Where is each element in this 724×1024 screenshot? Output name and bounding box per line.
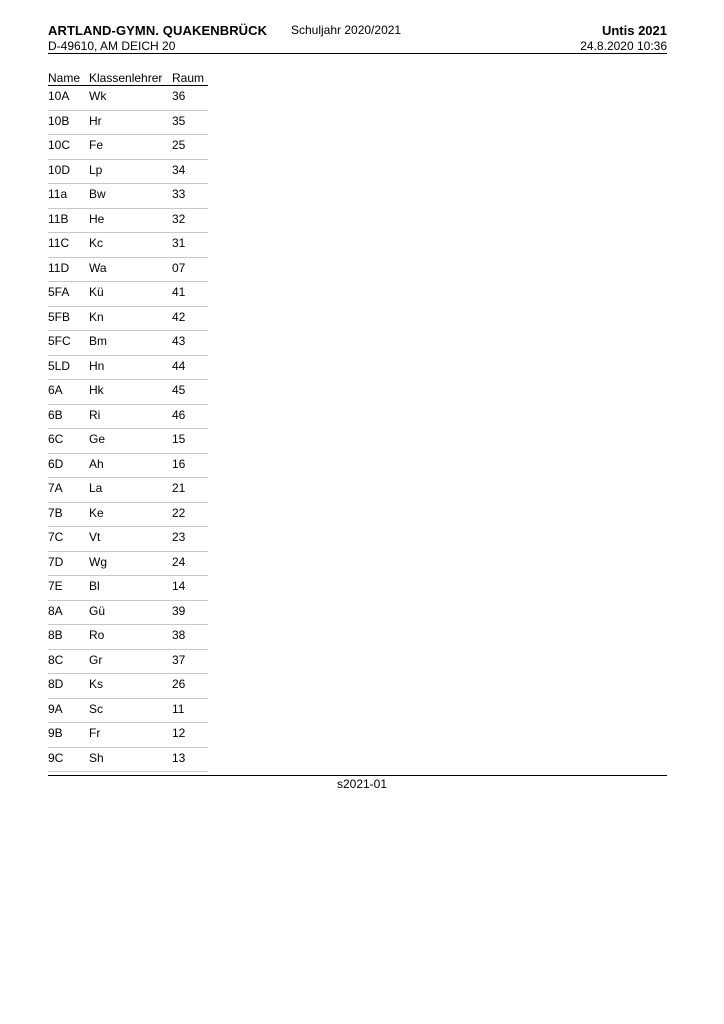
cell-class-teacher: Ri — [89, 404, 172, 429]
cell-class-name: 11a — [48, 184, 89, 209]
cell-room: 31 — [172, 233, 208, 258]
table-row — [48, 576, 208, 601]
cell-room: 34 — [172, 159, 208, 184]
cell-class-name: 9C — [48, 747, 89, 772]
cell-room: 36 — [172, 86, 208, 111]
cell-class-name: 8C — [48, 649, 89, 674]
cell-class-name: 8D — [48, 674, 89, 699]
cell-class-name: 7B — [48, 502, 89, 527]
cell-class-teacher: Bw — [89, 184, 172, 209]
cell-room: 38 — [172, 625, 208, 650]
cell-class-teacher: Kc — [89, 233, 172, 258]
cell-class-teacher: Bl — [89, 576, 172, 601]
cell-room: 14 — [172, 576, 208, 601]
cell-class-teacher: Wk — [89, 86, 172, 111]
cell-room: 25 — [172, 135, 208, 160]
table-row — [48, 257, 208, 282]
table-row — [48, 404, 208, 429]
cell-class-teacher: Fe — [89, 135, 172, 160]
cell-class-teacher: Gü — [89, 600, 172, 625]
cell-class-name: 11B — [48, 208, 89, 233]
cell-class-name: 11D — [48, 257, 89, 282]
table-row — [48, 649, 208, 674]
table-row — [48, 208, 208, 233]
cell-class-name: 7C — [48, 527, 89, 552]
table-row — [48, 478, 208, 503]
table-row — [48, 110, 208, 135]
cell-room: 22 — [172, 502, 208, 527]
cell-class-name: 5LD — [48, 355, 89, 380]
table-row — [48, 282, 208, 307]
table-row — [48, 331, 208, 356]
cell-room: 24 — [172, 551, 208, 576]
cell-class-name: 5FA — [48, 282, 89, 307]
cell-class-teacher: Gr — [89, 649, 172, 674]
school-year: Schuljahr 2020/2021 — [291, 23, 402, 37]
table-row — [48, 135, 208, 160]
table-header-row — [48, 71, 208, 86]
cell-class-teacher: Ro — [89, 625, 172, 650]
class-table — [48, 71, 208, 772]
cell-class-teacher: Wa — [89, 257, 172, 282]
table-row — [48, 306, 208, 331]
table-row — [48, 233, 208, 258]
cell-room: 35 — [172, 110, 208, 135]
cell-room: 13 — [172, 747, 208, 772]
cell-class-name: 7A — [48, 478, 89, 503]
cell-class-teacher: Hr — [89, 110, 172, 135]
cell-class-teacher: Vt — [89, 527, 172, 552]
cell-class-teacher: Kü — [89, 282, 172, 307]
cell-room: 23 — [172, 527, 208, 552]
cell-class-name: 8B — [48, 625, 89, 650]
cell-class-teacher: Sh — [89, 747, 172, 772]
cell-room: 46 — [172, 404, 208, 429]
cell-class-name: 7E — [48, 576, 89, 601]
cell-class-name: 9B — [48, 723, 89, 748]
cell-room: 26 — [172, 674, 208, 699]
table-row — [48, 698, 208, 723]
cell-class-name: 9A — [48, 698, 89, 723]
table-row — [48, 747, 208, 772]
cell-class-teacher: Ke — [89, 502, 172, 527]
footer-divider — [48, 775, 667, 776]
cell-class-teacher: Fr — [89, 723, 172, 748]
cell-room: 15 — [172, 429, 208, 454]
column-header-name: Name — [48, 71, 89, 86]
cell-class-teacher: Lp — [89, 159, 172, 184]
table-row — [48, 86, 208, 111]
cell-room: 12 — [172, 723, 208, 748]
cell-room: 07 — [172, 257, 208, 282]
cell-class-name: 6C — [48, 429, 89, 454]
cell-room: 33 — [172, 184, 208, 209]
report-code: s2021-01 — [336, 777, 388, 791]
school-name: ARTLAND-GYMN. QUAKENBRÜCK — [48, 23, 268, 38]
header-divider — [48, 53, 667, 54]
cell-class-teacher: Ah — [89, 453, 172, 478]
app-name: Untis 2021 — [601, 23, 667, 38]
column-header-teacher: Klassenlehrer — [89, 71, 172, 86]
cell-class-name: 10A — [48, 86, 89, 111]
column-header-room: Raum — [172, 71, 208, 86]
cell-class-name: 5FC — [48, 331, 89, 356]
table-row — [48, 184, 208, 209]
cell-room: 42 — [172, 306, 208, 331]
cell-class-teacher: Ks — [89, 674, 172, 699]
school-address: D-49610, AM DEICH 20 — [48, 39, 176, 53]
cell-room: 16 — [172, 453, 208, 478]
cell-room: 45 — [172, 380, 208, 405]
cell-room: 21 — [172, 478, 208, 503]
table-row — [48, 380, 208, 405]
table-row — [48, 625, 208, 650]
table-row — [48, 429, 208, 454]
cell-class-name: 5FB — [48, 306, 89, 331]
table-row — [48, 355, 208, 380]
cell-room: 39 — [172, 600, 208, 625]
cell-class-name: 7D — [48, 551, 89, 576]
table-row — [48, 527, 208, 552]
table-row — [48, 551, 208, 576]
table-row — [48, 453, 208, 478]
cell-class-name: 11C — [48, 233, 89, 258]
cell-class-name: 10D — [48, 159, 89, 184]
cell-room: 41 — [172, 282, 208, 307]
print-date: 24.8.2020 10:36 — [580, 39, 667, 53]
table-row — [48, 600, 208, 625]
cell-class-name: 6A — [48, 380, 89, 405]
cell-class-name: 6B — [48, 404, 89, 429]
cell-room: 43 — [172, 331, 208, 356]
cell-class-teacher: Bm — [89, 331, 172, 356]
cell-room: 32 — [172, 208, 208, 233]
cell-class-name: 6D — [48, 453, 89, 478]
cell-class-teacher: La — [89, 478, 172, 503]
table-row — [48, 502, 208, 527]
cell-class-name: 8A — [48, 600, 89, 625]
table-row — [48, 674, 208, 699]
cell-room: 11 — [172, 698, 208, 723]
cell-class-teacher: Sc — [89, 698, 172, 723]
cell-room: 44 — [172, 355, 208, 380]
cell-class-teacher: Hn — [89, 355, 172, 380]
table-body — [48, 86, 208, 772]
cell-class-name: 10B — [48, 110, 89, 135]
table-row — [48, 723, 208, 748]
cell-class-teacher: Ge — [89, 429, 172, 454]
cell-class-teacher: Kn — [89, 306, 172, 331]
table-row — [48, 159, 208, 184]
cell-class-teacher: Wg — [89, 551, 172, 576]
cell-class-teacher: He — [89, 208, 172, 233]
cell-room: 37 — [172, 649, 208, 674]
cell-class-name: 10C — [48, 135, 89, 160]
cell-class-teacher: Hk — [89, 380, 172, 405]
